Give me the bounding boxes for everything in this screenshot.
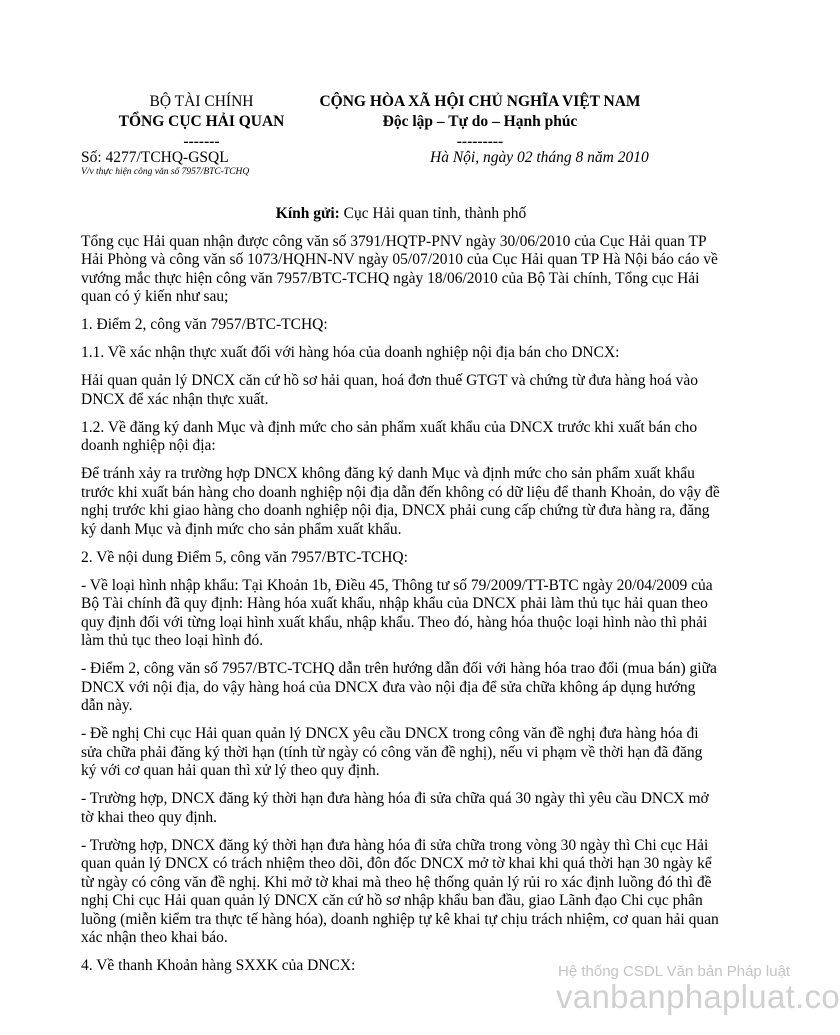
paragraph: Để tránh xảy ra trường hợp DNCX không đăng ký danh Mục và định mức cho sản phẩm xuất khẩu trước khi xuất bán hàng cho doanh nghiệp nội địa dẫn đến không có dữ liệu để thanh Khoản, do vậy đề nghị trước khi giao hàng cho doanh nghiệp nội địa, DNCX phải cung cấp chứng từ đưa hàng ra, đăng ký danh Mục và định mức cho sản phẩm xuất khẩu. xyxy=(81,465,720,538)
paragraph: 1. Điểm 2, công văn 7957/BTC-TCHQ: xyxy=(81,316,328,333)
paragraph: Hải quan quản lý DNCX căn cứ hồ sơ hải quan, hoá đơn thuế GTGT và chứng từ đưa hàng hoá vào DNCX để xác nhận thực xuất. xyxy=(81,372,699,408)
recipient-label: Kính gửi: xyxy=(275,205,340,222)
document-number: Số: 4277/TCHQ-GSQL xyxy=(81,149,229,166)
issuer-block xyxy=(94,92,309,152)
watermark-site: vanbanphapluat.co xyxy=(556,978,840,1015)
watermark-caption: Hệ thống CSDL Văn bản Pháp luật xyxy=(558,963,791,980)
recipient-line xyxy=(81,205,721,224)
paragraph: - Trường hợp, DNCX đăng ký thời hạn đưa hàng hóa đi sửa chữa trong vòng 30 ngày thì Chi cục Hải quan quản lý DNCX có trách nhiệm theo dõi, đôn đốc DNCX mở tờ khai khi quá thời hạn 30 ngày kể từ ngày có công văn đề nghị. Khi mở tờ khai mà theo hệ thống quản lý rủi ro xác định luồng đó thì đề nghị Chi cục Hải quan quản lý DNCX căn cứ hồ sơ nhập khẩu ban đầu, giao Lãnh đạo Chi cục phân luồng (miễn kiểm tra thực tế hàng hóa), doanh nghiệp tự kê khai tự chịu trách nhiệm, cơ quan hải quan xác nhận theo khai báo. xyxy=(81,836,719,946)
document-body xyxy=(81,205,721,985)
paragraph: 1.2. Về đăng ký danh Mục và định mức cho sản phẩm xuất khẩu của DNCX trước khi xuất bán cho doanh nghiệp nội địa: xyxy=(81,418,698,454)
paragraph: - Đề nghị Chi cục Hải quan quản lý DNCX yêu cầu DNCX trong công văn đề nghị đưa hàng hóa đi sửa chữa phải đăng ký thời hạn (tính từ ngày có công văn đề nghị), nếu vi phạm về thời hạn đã đăng ký với cơ quan hải quan thì xử lý theo quy định. xyxy=(81,725,703,779)
recipient-name: Cục Hải quan tỉnh, thành phố xyxy=(343,205,527,222)
paragraph: - Trường hợp, DNCX đăng ký thời hạn đưa hàng hóa đi sửa chữa quá 30 ngày thì yêu cầu DNCX mở tờ khai theo quy định. xyxy=(81,790,709,826)
agency-name: TỔNG CỤC HẢI QUAN xyxy=(118,113,285,130)
national-motto: Độc lập – Tự do – Hạnh phúc xyxy=(382,113,578,130)
motto-divider: --------- xyxy=(456,133,504,150)
paragraph: - Điểm 2, công văn số 7957/BTC-TCHQ dẫn trên hướng dẫn đối với hàng hóa trao đổi (mua bán) giữa DNCX với nội địa, do vậy hàng hoá của DNCX đưa vào nội địa để sửa chữa không áp dụng hướng dẫn này. xyxy=(81,660,717,714)
issuer-divider: ------- xyxy=(183,133,220,150)
country-name: CỘNG HÒA XÃ HỘI CHỦ NGHĨA VIỆT NAM xyxy=(319,93,641,110)
document-subject: V/v thực hiện công văn số 7957/BTC-TCHQ xyxy=(81,167,250,177)
national-header xyxy=(305,92,655,152)
document-date: Hà Nội, ngày 02 tháng 8 năm 2010 xyxy=(430,149,649,166)
ministry-name: BỘ TÀI CHÍNH xyxy=(149,93,254,110)
paragraph: 4. Về thanh Khoản hàng SXXK của DNCX: xyxy=(81,957,356,974)
paragraph: - Về loại hình nhập khẩu: Tại Khoản 1b, Điều 45, Thông tư số 79/2009/TT-BTC ngày 20/04/2009 của Bộ Tài chính đã quy định: Hàng hóa xuất khẩu, nhập khẩu của DNCX phải làm thủ tục hải quan theo quy định đối với từng loại hình xuất khẩu, nhập khẩu. Theo đó, hàng hóa thuộc loại hình nào thì phải làm thủ tục theo loại hình đó. xyxy=(81,576,713,649)
paragraph: 1.1. Về xác nhận thực xuất đối với hàng hóa của doanh nghiệp nội địa bán cho DNCX: xyxy=(81,344,620,361)
paragraph: 2. Về nội dung Điểm 5, công văn 7957/BTC-TCHQ: xyxy=(81,548,408,566)
paragraph: Tổng cục Hải quan nhận được công văn số 3791/HQTP-PNV ngày 30/06/2010 của Cục Hải quan TP Hải Phòng và công văn số 1073/HQHN-NV ngày 05/07/2010 của Cục Hải quan TP Hà Nội báo cáo về vướng mắc thực hiện công văn 7957/BTC-TCHQ ngày 18/06/2010 của Bộ Tài chính, Tổng cục Hải quan có ý kiến như sau; xyxy=(81,232,718,305)
